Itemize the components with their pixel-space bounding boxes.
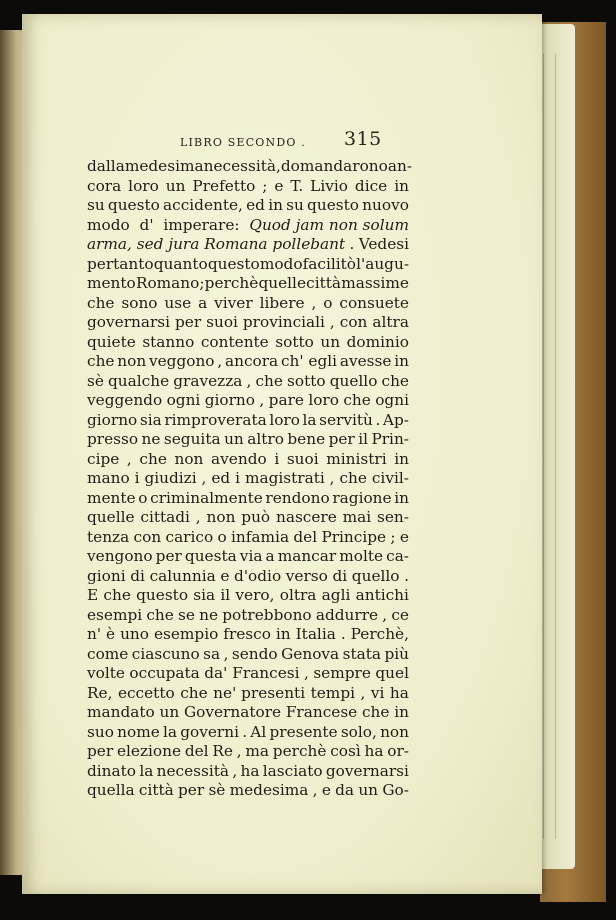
word: ne	[199, 605, 219, 624]
page-number: 315	[344, 128, 382, 150]
word: mento	[87, 274, 136, 292]
word: gravezza	[173, 371, 243, 390]
word: cipe	[87, 449, 120, 468]
word: ,	[246, 371, 252, 390]
word: seguita	[163, 430, 221, 448]
word: Romano;	[135, 274, 205, 292]
word: che	[339, 469, 367, 487]
page-header	[162, 126, 402, 152]
word: sotto	[275, 332, 314, 351]
word: del	[293, 527, 318, 546]
word: di	[332, 566, 348, 585]
word: cittadi	[140, 508, 190, 526]
word: .	[340, 625, 346, 643]
word: ragione	[332, 488, 392, 507]
word: che	[361, 703, 390, 721]
word: sono	[121, 293, 158, 312]
word: Al	[250, 722, 267, 741]
word: che	[381, 371, 409, 390]
word: Livio	[310, 176, 348, 195]
word: il	[220, 586, 231, 604]
word: con	[133, 527, 162, 546]
word: tenza	[87, 527, 130, 546]
text-line	[87, 235, 409, 255]
word: .	[404, 566, 409, 585]
word: use	[164, 293, 192, 312]
text-line	[87, 547, 409, 567]
word: in	[275, 625, 291, 643]
text-line	[87, 684, 409, 704]
word: quanto	[153, 254, 208, 273]
word: su	[87, 196, 105, 214]
word: ;	[390, 527, 396, 546]
word: la	[302, 410, 317, 429]
text-line	[87, 333, 409, 353]
word: che	[87, 293, 115, 312]
word: stata	[342, 644, 382, 663]
word: avendo	[211, 449, 267, 468]
word: eccetto	[117, 683, 175, 702]
word: sotto	[287, 371, 326, 390]
word: avesse	[339, 352, 392, 370]
word: che	[255, 371, 283, 390]
word: mente	[87, 488, 136, 507]
text-line	[87, 625, 409, 645]
word: lasciato	[262, 761, 323, 780]
word: rendono	[265, 488, 330, 507]
word: .	[349, 235, 355, 253]
word: per	[155, 547, 182, 565]
word: o	[323, 293, 333, 312]
word: ministri	[326, 449, 387, 468]
word: altro	[247, 430, 284, 448]
word: vero,	[235, 586, 275, 604]
word: Genova	[281, 644, 340, 663]
word: questo	[207, 254, 260, 273]
word: perchè	[272, 742, 327, 760]
word: in	[394, 703, 409, 721]
word: un	[165, 176, 186, 195]
word: ,	[276, 157, 281, 175]
word: ed	[211, 469, 231, 487]
word: Governatore	[183, 703, 282, 721]
word: per	[87, 742, 114, 760]
text-line	[87, 177, 409, 197]
word: ch' egli	[280, 352, 338, 370]
word: così	[330, 742, 361, 760]
word: ed	[246, 196, 265, 214]
word: se	[178, 605, 195, 624]
word: Prin-	[371, 430, 409, 448]
word: E	[87, 586, 99, 604]
word: ,	[311, 293, 317, 312]
word: Quod jam non solum	[249, 215, 409, 234]
word: può	[241, 508, 271, 526]
word: presso	[87, 430, 139, 448]
word: giorno	[204, 391, 255, 409]
word: loro	[269, 410, 300, 429]
word: criminalmente	[150, 488, 263, 507]
book-page	[22, 14, 542, 894]
word: quel	[375, 664, 409, 682]
word: ancora	[224, 352, 279, 370]
word: ogni	[375, 391, 409, 409]
word: e	[321, 781, 331, 799]
word: non	[117, 352, 147, 370]
text-line	[87, 489, 409, 509]
word: Ap-	[382, 410, 409, 429]
word: veggono	[148, 352, 215, 370]
word: magistrati	[244, 469, 325, 487]
word: sia	[139, 410, 162, 429]
word: i	[274, 449, 280, 468]
text-line	[87, 742, 409, 762]
word: che	[343, 391, 371, 409]
word: loro	[308, 391, 339, 409]
word: mano	[87, 469, 130, 487]
word: o	[217, 527, 227, 546]
word: per	[328, 430, 355, 448]
word: civil-	[371, 469, 409, 487]
word: ne' presenti	[213, 683, 306, 702]
word: giudizi	[144, 469, 197, 487]
word: più	[384, 644, 409, 663]
word: nome	[117, 722, 160, 741]
word: ,	[360, 683, 366, 702]
text-line	[87, 430, 409, 450]
text-line	[87, 450, 409, 470]
word: giorno	[87, 410, 138, 429]
word: medesima	[124, 157, 204, 175]
word: .	[242, 722, 248, 741]
word: mai	[342, 508, 372, 526]
word: an-	[387, 157, 412, 175]
word: e	[399, 527, 409, 546]
word: ,	[236, 742, 242, 760]
word: libere	[259, 293, 305, 312]
word: perchè	[204, 274, 259, 292]
word: stanno	[142, 332, 195, 351]
text-line	[87, 586, 409, 606]
word: molte	[339, 547, 384, 565]
word: è	[106, 625, 116, 643]
word: loro	[128, 176, 159, 195]
word: ,	[303, 664, 309, 682]
word: governi	[180, 722, 239, 741]
word: città	[306, 274, 342, 292]
text-line	[87, 664, 409, 684]
word: suoi	[286, 449, 319, 468]
word: e	[274, 176, 284, 195]
word: ,	[201, 469, 207, 487]
word: la	[162, 722, 177, 741]
word: dinato	[87, 761, 137, 780]
word: ce	[391, 605, 409, 624]
text-line	[87, 216, 409, 236]
word: come	[87, 644, 129, 663]
word: o	[138, 488, 148, 507]
text-line	[87, 781, 409, 801]
word: non	[206, 508, 236, 526]
word: un	[358, 781, 379, 799]
text-line	[87, 606, 409, 626]
word: oltra	[279, 586, 317, 604]
word: che	[180, 683, 208, 702]
word: contente	[200, 332, 269, 351]
word: con	[339, 313, 368, 331]
word: imperare:	[163, 215, 240, 234]
word: ciascuno	[131, 644, 200, 663]
word: presente	[269, 722, 338, 741]
word: viver	[214, 293, 253, 312]
text-line	[87, 411, 409, 431]
word: Francese	[285, 703, 358, 721]
word: rimproverata	[164, 410, 267, 429]
word: ,	[232, 761, 238, 780]
word: ha	[389, 683, 409, 702]
word: servitù	[319, 410, 373, 429]
word: nuovo	[362, 196, 409, 214]
text-line	[87, 762, 409, 782]
word: necessità	[156, 761, 230, 780]
word: che	[146, 605, 174, 624]
word: altra	[372, 313, 409, 331]
word: d'odio	[234, 566, 282, 585]
word: ha	[240, 761, 260, 780]
text-line	[87, 294, 409, 314]
word: ,	[217, 352, 223, 370]
word: Prefetto	[192, 176, 256, 195]
word: la	[139, 761, 154, 780]
word: in	[394, 449, 409, 468]
word: Italia	[295, 625, 336, 643]
word: non	[380, 722, 409, 741]
word: Perchè,	[350, 625, 409, 643]
word: in	[394, 352, 409, 370]
word: occupata	[129, 664, 200, 682]
word: quello	[329, 371, 378, 390]
word: i	[134, 469, 140, 487]
word: un	[224, 430, 244, 448]
word: d'	[139, 215, 154, 234]
word: ,	[312, 781, 318, 799]
text-line	[87, 313, 409, 333]
word: ,	[259, 391, 265, 409]
body-text	[87, 157, 412, 801]
word: quelle	[258, 274, 307, 292]
word: che	[103, 586, 131, 604]
word: mancar	[277, 547, 337, 565]
word: mandato	[87, 703, 155, 721]
running-head: LIBRO SECONDO .	[180, 136, 306, 149]
word: provinciali	[242, 313, 325, 331]
text-line	[87, 528, 409, 548]
text-line	[87, 391, 409, 411]
text-line	[87, 157, 412, 177]
word: carico	[165, 527, 214, 546]
word: verso	[285, 566, 328, 585]
word: massime	[341, 274, 409, 292]
word: un	[159, 703, 180, 721]
word: Re,	[87, 683, 113, 702]
word: ;	[262, 176, 268, 195]
word: necessità	[203, 157, 276, 175]
word: ne	[141, 430, 161, 448]
word: questa	[184, 547, 237, 565]
word: il	[358, 430, 368, 448]
word: sa	[203, 644, 221, 663]
word: ,	[223, 644, 229, 663]
word: e	[220, 566, 230, 585]
word: n'	[87, 625, 102, 643]
word: solo,	[340, 722, 377, 741]
word: uno	[120, 625, 149, 643]
word: domandarono	[280, 157, 388, 175]
word: Vedesi	[358, 235, 409, 253]
text-line	[87, 469, 409, 489]
word: sendo	[231, 644, 278, 663]
word: da	[335, 781, 355, 799]
word: di	[130, 566, 145, 585]
word: governarsi	[325, 761, 409, 780]
word: sen-	[377, 508, 409, 526]
word: dominio	[346, 332, 409, 351]
word: infamia	[231, 527, 290, 546]
word: pare	[268, 391, 304, 409]
word: qualche	[108, 371, 170, 390]
word: ,	[195, 508, 201, 526]
word: ,	[382, 605, 388, 624]
word: non	[174, 449, 204, 468]
word: ,	[329, 313, 335, 331]
word: che	[87, 352, 115, 370]
text-line	[87, 645, 409, 665]
word: medesima	[229, 781, 309, 799]
text-line	[87, 352, 409, 372]
word: modo	[87, 215, 130, 234]
word: volte	[87, 664, 125, 682]
word: potrebbono	[222, 605, 312, 624]
word: l'augu-	[356, 254, 409, 273]
word: elezione	[116, 742, 182, 760]
word: per	[175, 313, 202, 331]
word: ,	[126, 449, 132, 468]
word: vi	[370, 683, 385, 702]
text-line	[87, 567, 409, 587]
word: facilitò	[302, 254, 357, 273]
word: in	[394, 176, 409, 195]
text-line	[87, 703, 409, 723]
word: addurre	[315, 605, 379, 624]
word: ha	[364, 742, 384, 760]
word: esempi	[87, 605, 143, 624]
word: ,	[329, 469, 335, 487]
word: esempio	[153, 625, 219, 643]
word: dice	[354, 176, 388, 195]
text-line	[87, 723, 409, 743]
word: .	[375, 410, 381, 429]
word: sè	[87, 371, 104, 390]
word: i	[235, 469, 241, 487]
word: consuete	[339, 293, 409, 312]
word: ca-	[386, 547, 409, 565]
word: vengono	[87, 547, 153, 565]
word: un	[320, 332, 341, 351]
text-line	[87, 274, 409, 294]
word: cora	[87, 176, 122, 195]
word: suo	[87, 722, 114, 741]
word: per	[178, 781, 205, 799]
text-line	[87, 372, 409, 392]
word: quelle	[87, 508, 135, 526]
word: Go-	[382, 781, 409, 799]
word: agli	[321, 586, 351, 604]
text-line	[87, 508, 409, 528]
word: antichi	[355, 586, 409, 604]
text-line	[87, 196, 409, 216]
word: a	[265, 547, 275, 565]
word: fresco	[223, 625, 271, 643]
word: nascere	[275, 508, 337, 526]
word: tempi	[310, 683, 355, 702]
word: città	[138, 781, 174, 799]
word: Re	[212, 742, 233, 760]
word: su	[286, 196, 304, 214]
word: T.	[290, 176, 304, 195]
word: pertanto	[87, 254, 154, 273]
word: quello	[351, 566, 400, 585]
word: da' Francesi	[204, 664, 300, 682]
word: Principe	[321, 527, 387, 546]
word: governarsi	[87, 313, 171, 331]
word: questo	[307, 196, 359, 214]
word: gioni	[87, 566, 126, 585]
word: veggendo	[87, 391, 163, 409]
word: ma	[245, 742, 269, 760]
word: questo	[107, 196, 160, 214]
word: in	[394, 488, 409, 507]
word: sempre	[313, 664, 371, 682]
word: accidente,	[163, 196, 243, 214]
word: quiete	[87, 332, 136, 351]
word: ogni	[166, 391, 201, 409]
word: quella	[87, 781, 135, 799]
word: modo	[259, 254, 303, 273]
word: che	[139, 449, 167, 468]
word: via	[239, 547, 263, 565]
word: suoi	[206, 313, 238, 331]
word: in	[268, 196, 283, 214]
word: or-	[387, 742, 409, 760]
word: a	[198, 293, 208, 312]
word: dalla	[87, 157, 125, 175]
word: sè	[208, 781, 226, 799]
word: del	[184, 742, 209, 760]
word: arma, sed jura Romana pollebant	[87, 235, 346, 253]
word: bene	[287, 430, 326, 448]
text-line	[87, 255, 409, 275]
word: calunnia	[149, 566, 216, 585]
word: sia	[193, 586, 216, 604]
word: questo	[136, 586, 189, 604]
